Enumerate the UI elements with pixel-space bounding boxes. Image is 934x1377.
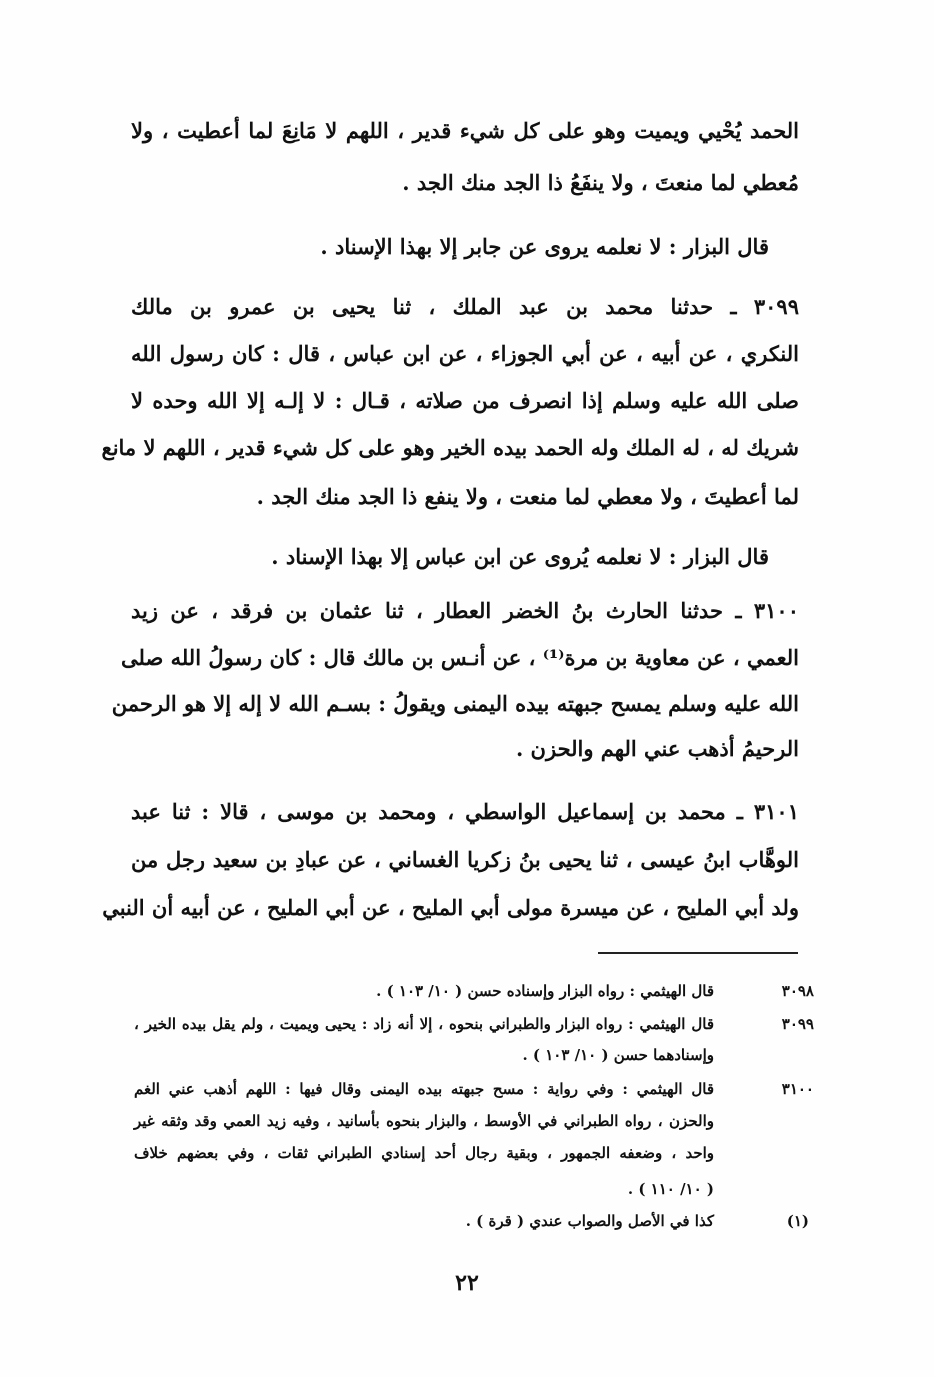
footnote-text: ( ١٠/ ١١٠ ) . — [627, 1180, 714, 1198]
footnote-text: وإسنادهما حسن ( ١٠/ ١٠٣ ) . — [522, 1046, 714, 1064]
body-line: صلى الله عليه وسلم إذا انصرف من صلاته ، قـال : لا إلـه إلا الله وحده لا — [131, 388, 799, 413]
body-line: قال البزار : لا نعلمه يُروى عن ابن عباس إلا بهذا الإسناد . — [271, 544, 769, 569]
body-line: ٣٠٩٩ ـ حدثنا محمد بن عبد الملك ، ثنا يحيى بن عمرو بن مالك — [131, 294, 799, 319]
footnote-text: والحزن ، رواه الطبراني في الأوسط ، والبزار بنحوه بأسانيد ، وفيه زيد العمي وقد وثقه غير — [134, 1112, 714, 1130]
body-line: ٣١٠١ ـ محمد بن إسماعيل الواسطي ، ومحمد بن موسى ، قالا : ثنا عبد — [131, 799, 799, 824]
body-line: لما أعطيتَ ، ولا معطي لما منعت ، ولا ينفع ذا الجد منك الجد . — [256, 484, 799, 509]
footnote-number: ٣١٠٠ — [781, 1080, 814, 1098]
body-line: مُعطي لما منعتَ ، ولا ينفَعُ ذا الجد منك الجد . — [402, 170, 799, 195]
footnote-text: قال الهيثمي : وفي رواية : مسح جبهته بيده اليمنى وقال فيها : اللهم أذهب عني الغم — [134, 1080, 714, 1098]
footnote-text: واحد ، وضعفه الجمهور ، وبقية رجال أحد إسنادي الطبراني ثقات ، وفي بعضهم خلاف — [134, 1144, 714, 1162]
footnote-text: كذا في الأصل والصواب عندي ( قرة ) . — [465, 1212, 714, 1230]
footnote-text: قال الهيثمي : رواه البزار والطبراني بنحوه ، إلا أنه زاد : يحيى ويميت ، ولم يقل بيده الخير ، — [134, 1015, 714, 1033]
page-number: ٢٢ — [455, 1270, 479, 1296]
body-line: ٣١٠٠ ـ حدثنا الحارث بنُ الخضر العطار ، ثنا عثمان بن فرقد ، عن زيد — [131, 598, 799, 623]
footnote-text: قال الهيثمي : رواه البزار وإسناده حسن ( ١٠/ ١٠٣ ) . — [376, 982, 714, 1000]
footnote-number: (١) — [786, 1212, 809, 1230]
body-line: الرحيمُ أذهب عني الهم والحزن . — [515, 736, 799, 761]
body-line: الحمد يُحْيي ويميت وهو على كل شيء قدير ، اللهم لا مَانِعَ لما أعطيت ، ولا — [131, 118, 799, 143]
footnote-separator — [598, 952, 798, 954]
footnote-number: ٣٠٩٩ — [781, 1015, 814, 1033]
footnote-number: ٣٠٩٨ — [781, 982, 814, 1000]
body-line: شريك له ، له الملك وله الحمد بيده الخير وهو على كل شيء قدير ، اللهم لا مانع — [101, 435, 799, 460]
body-line: الله عليه وسلم يمسح جبهته بيده اليمنى ويقولُ : بسـم الله لا إله إلا هو الرحمن — [111, 691, 799, 716]
body-line: الوهَّاب ابنُ عيسى ، ثنا يحيى بنُ زكريا الغساني ، عن عبادِ بن سعيد رجل من — [131, 847, 799, 872]
body-line: ولد أبي المليح ، عن ميسرة مولى أبي المليح ، عن أبي المليح ، عن أبيه أن النبي — [102, 895, 799, 920]
body-line: النكري ، عن أبيه ، عن أبي الجوزاء ، عن ابن عباس ، قال : كان رسول الله — [131, 341, 799, 366]
body-line: العمي ، عن معاوية بن مرة⁽¹⁾ ، عن أنـس بن مالك قال : كان رسولُ الله صلى — [120, 645, 799, 670]
body-line: قال البزار : لا نعلمه يروى عن جابر إلا بهذا الإسناد . — [320, 234, 769, 259]
